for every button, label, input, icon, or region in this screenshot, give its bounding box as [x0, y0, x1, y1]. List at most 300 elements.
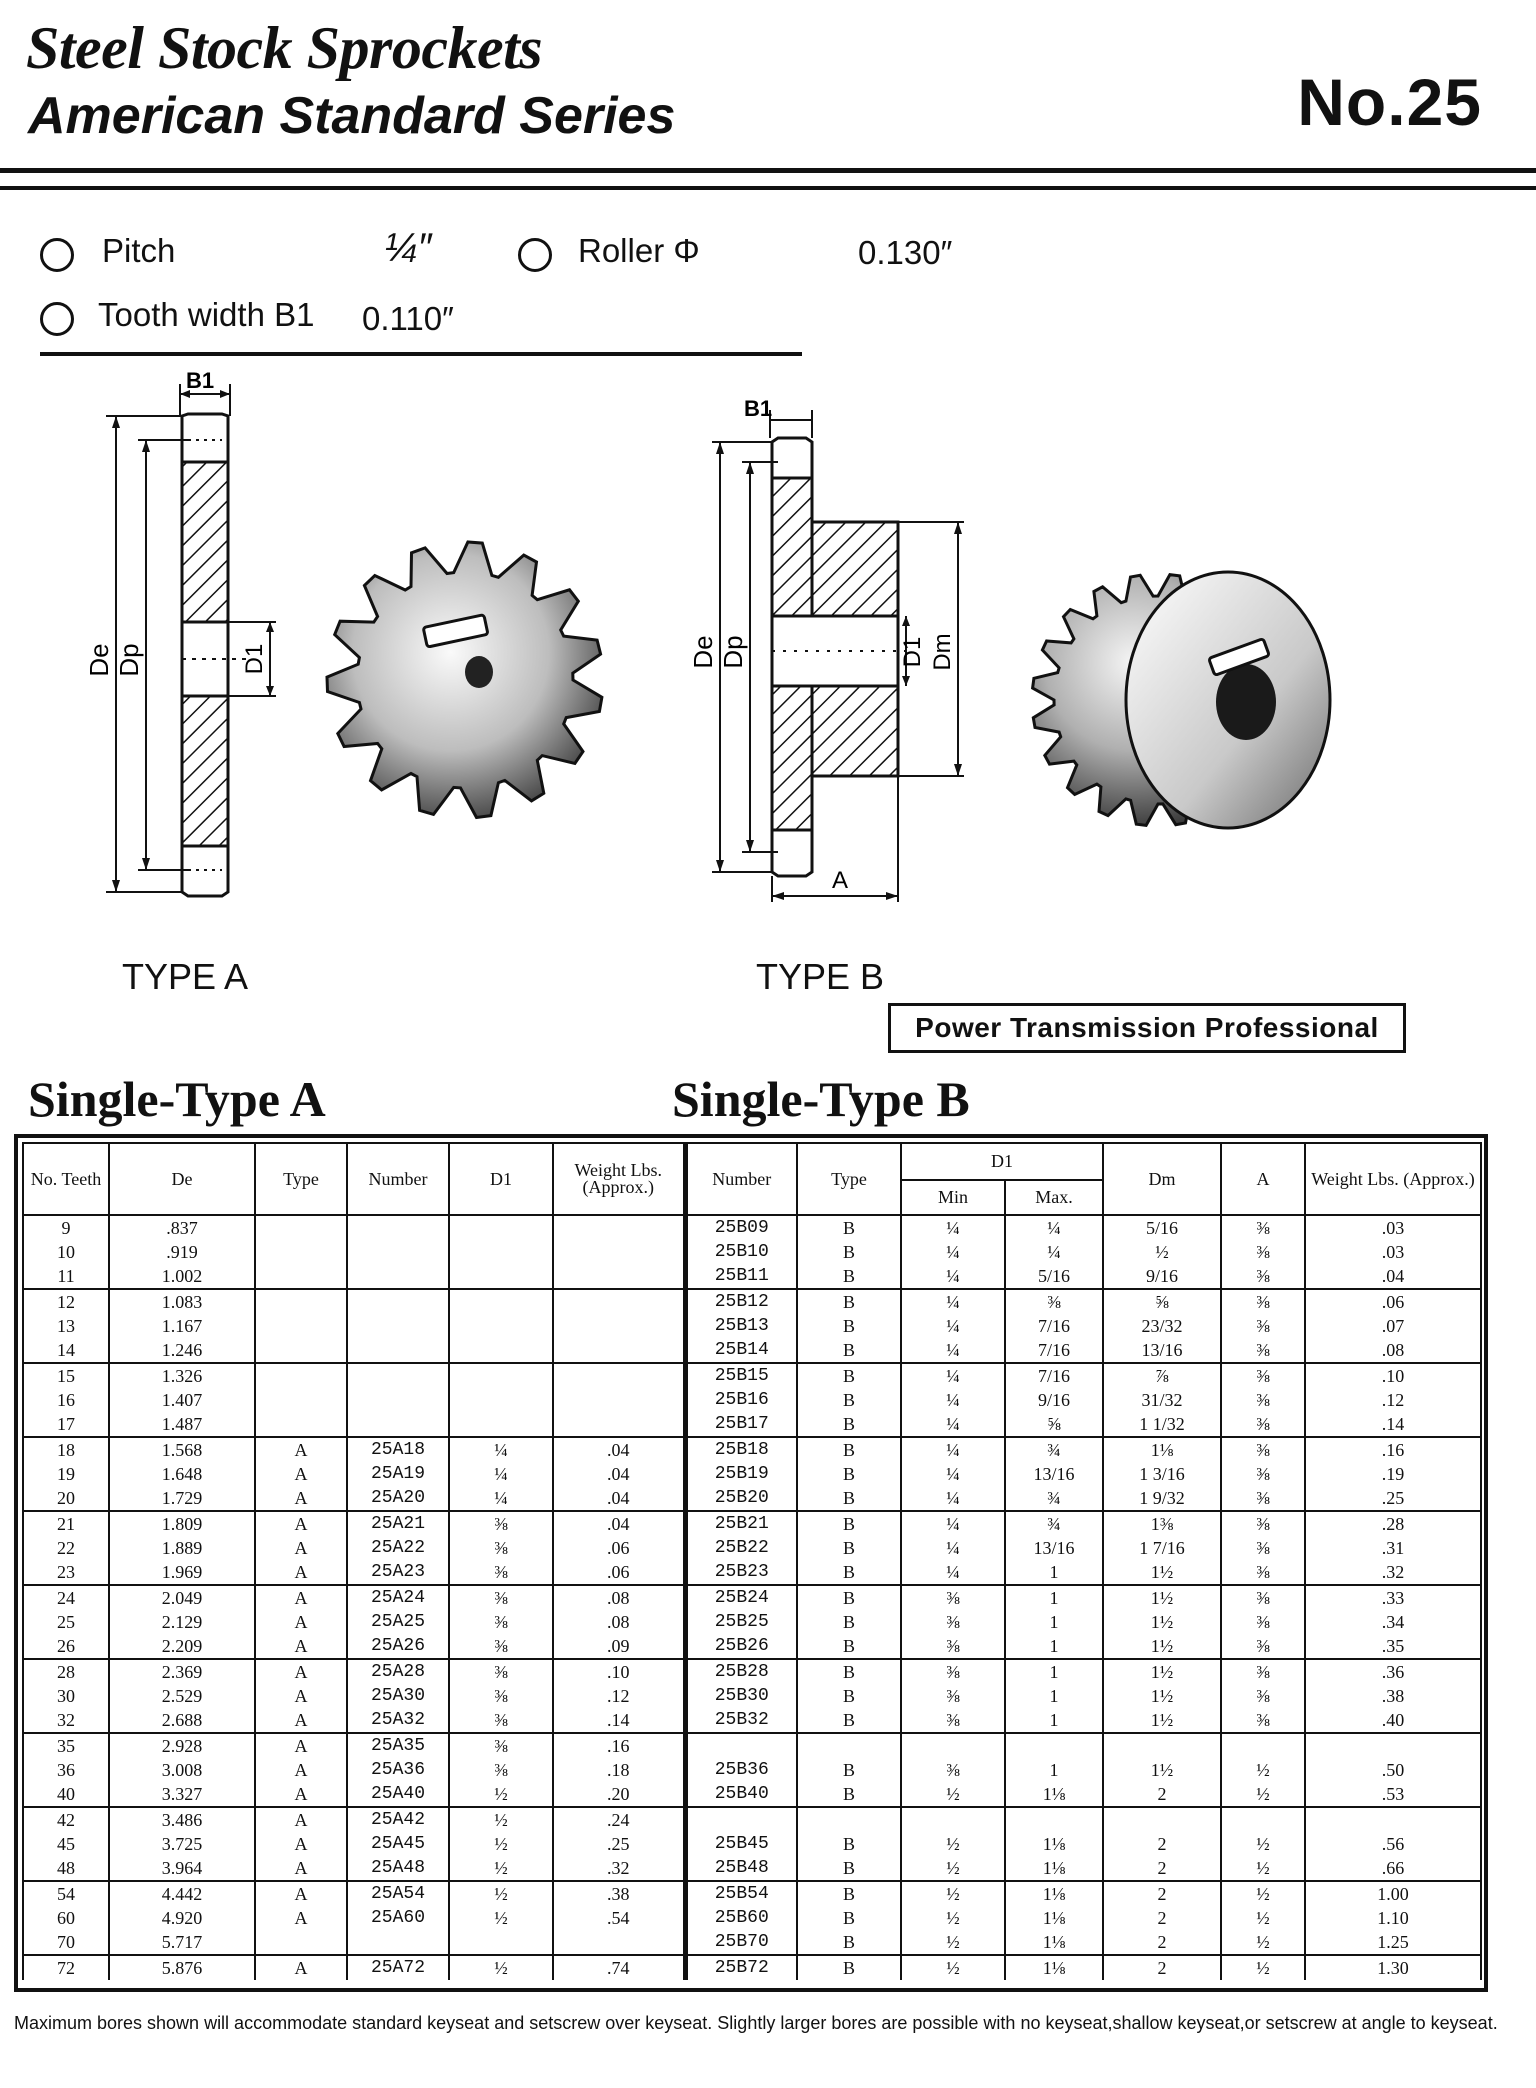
cell-number-b: [685, 1807, 797, 1832]
cell-weight-a: .06: [553, 1560, 685, 1585]
cell-number-b: 25B24: [685, 1585, 797, 1610]
cell-d1-max: 1: [1005, 1659, 1103, 1684]
cell-teeth: 25: [23, 1610, 109, 1634]
cell-d1-max: 1⅛: [1005, 1881, 1103, 1906]
cell-number-b: 25B54: [685, 1881, 797, 1906]
cell-d1-max: 1: [1005, 1708, 1103, 1733]
cell-teeth: 9: [23, 1215, 109, 1240]
cell-a: ⅜: [1221, 1462, 1305, 1486]
cell-type-b: B: [797, 1930, 901, 1955]
roller-value: 0.130″: [858, 234, 953, 271]
tooth-width-label: Tooth width B1: [98, 296, 315, 333]
type-b-sprocket-image: [1028, 520, 1338, 870]
cell-d1-a: [449, 1215, 553, 1240]
cell-d1-a: ¼: [449, 1486, 553, 1511]
pitch-label: Pitch: [102, 232, 176, 269]
cell-de: 3.725: [109, 1832, 255, 1856]
cell-dm: ⅝: [1103, 1289, 1221, 1314]
cell-teeth: 32: [23, 1708, 109, 1733]
cell-de: 1.002: [109, 1264, 255, 1289]
cell-type-b: B: [797, 1856, 901, 1881]
d1-label: D1: [241, 643, 268, 675]
cell-d1-a: ⅜: [449, 1758, 553, 1782]
cell-type-a: A: [255, 1486, 347, 1511]
cell-type-b: B: [797, 1412, 901, 1437]
cell-number-a: 25A30: [347, 1684, 449, 1708]
cell-d1-min: ¼: [901, 1437, 1005, 1462]
cell-a: ⅜: [1221, 1486, 1305, 1511]
cell-weight-b: .33: [1305, 1585, 1481, 1610]
cell-a: ⅜: [1221, 1338, 1305, 1363]
table-row: [23, 1511, 1481, 1536]
a-label: A: [831, 867, 849, 894]
cell-d1-a: [449, 1264, 553, 1289]
d1-label: D1: [899, 636, 926, 668]
cell-dm: 9/16: [1103, 1264, 1221, 1289]
cell-d1-min: ⅜: [901, 1659, 1005, 1684]
cell-dm: 1½: [1103, 1610, 1221, 1634]
dp-label: Dp: [718, 635, 748, 669]
table-row: [23, 1758, 1481, 1782]
cell-de: 1.407: [109, 1388, 255, 1412]
cell-type-a: A: [255, 1955, 347, 1980]
cell-weight-a: [553, 1314, 685, 1338]
cell-type-a: [255, 1264, 347, 1289]
cell-dm: 1 1/32: [1103, 1412, 1221, 1437]
cell-d1-a: [449, 1289, 553, 1314]
cell-teeth: 19: [23, 1462, 109, 1486]
cell-type-b: B: [797, 1955, 901, 1980]
cell-d1-a: [449, 1363, 553, 1388]
cell-teeth: 48: [23, 1856, 109, 1881]
cell-d1-max: ¾: [1005, 1511, 1103, 1536]
sprocket-table-frame: [14, 1134, 1488, 1992]
cell-a: ⅜: [1221, 1412, 1305, 1437]
table-row: [23, 1536, 1481, 1560]
cell-number-a: 25A26: [347, 1634, 449, 1659]
dm-label: Dm: [929, 633, 956, 671]
cell-type-b: B: [797, 1338, 901, 1363]
cell-number-a: [347, 1314, 449, 1338]
cell-type-a: A: [255, 1536, 347, 1560]
cell-number-a: 25A20: [347, 1486, 449, 1511]
cell-de: 2.049: [109, 1585, 255, 1610]
cell-dm: 2: [1103, 1955, 1221, 1980]
cell-type-a: A: [255, 1684, 347, 1708]
cell-d1-a: ⅜: [449, 1733, 553, 1758]
cell-weight-a: .04: [553, 1511, 685, 1536]
cell-dm: 2: [1103, 1832, 1221, 1856]
cell-weight-b: .40: [1305, 1708, 1481, 1733]
cell-number-a: 25A21: [347, 1511, 449, 1536]
cell-weight-a: [553, 1289, 685, 1314]
cell-a: ½: [1221, 1856, 1305, 1881]
col-header-d1-min: Min: [901, 1180, 1005, 1215]
cell-weight-a: .32: [553, 1856, 685, 1881]
cell-a: [1221, 1733, 1305, 1758]
cell-d1-a: ¼: [449, 1437, 553, 1462]
cell-weight-a: .04: [553, 1486, 685, 1511]
cell-number-b: 25B32: [685, 1708, 797, 1733]
cell-type-b: B: [797, 1585, 901, 1610]
cell-d1-max: 7/16: [1005, 1363, 1103, 1388]
cell-a: ½: [1221, 1881, 1305, 1906]
cell-type-b: B: [797, 1536, 901, 1560]
cell-de: 3.008: [109, 1758, 255, 1782]
cell-d1-min: ½: [901, 1930, 1005, 1955]
cell-type-a: A: [255, 1437, 347, 1462]
cell-dm: 1 3/16: [1103, 1462, 1221, 1486]
table-row: [23, 1486, 1481, 1511]
cell-weight-b: .32: [1305, 1560, 1481, 1585]
cell-teeth: 40: [23, 1782, 109, 1807]
cell-number-a: [347, 1240, 449, 1264]
type-a-sprocket-image: [320, 530, 610, 830]
cell-de: 1.083: [109, 1289, 255, 1314]
cell-weight-a: [553, 1363, 685, 1388]
tooth-width-value: 0.110″: [362, 300, 454, 337]
cell-type-b: B: [797, 1240, 901, 1264]
table-row: [23, 1388, 1481, 1412]
cell-d1-min: ¼: [901, 1388, 1005, 1412]
cell-teeth: 30: [23, 1684, 109, 1708]
cell-number-b: 25B15: [685, 1363, 797, 1388]
cell-type-a: A: [255, 1906, 347, 1930]
spec-divider: [40, 352, 802, 356]
cell-weight-b: .35: [1305, 1634, 1481, 1659]
cell-weight-b: .06: [1305, 1289, 1481, 1314]
table-row: [23, 1610, 1481, 1634]
cell-teeth: 15: [23, 1363, 109, 1388]
table-row: [23, 1930, 1481, 1955]
cell-type-a: [255, 1289, 347, 1314]
cell-d1-max: 1⅛: [1005, 1856, 1103, 1881]
table-row: [23, 1906, 1481, 1930]
cell-teeth: 45: [23, 1832, 109, 1856]
cell-d1-max: 7/16: [1005, 1338, 1103, 1363]
cell-number-a: 25A42: [347, 1807, 449, 1832]
cell-teeth: 10: [23, 1240, 109, 1264]
table-row: [23, 1856, 1481, 1881]
page-subtitle: American Standard Series: [28, 87, 676, 145]
cell-number-b: 25B12: [685, 1289, 797, 1314]
cell-type-b: B: [797, 1758, 901, 1782]
cell-de: 2.129: [109, 1610, 255, 1634]
cell-a: ⅜: [1221, 1634, 1305, 1659]
cell-weight-b: 1.10: [1305, 1906, 1481, 1930]
cell-type-a: [255, 1388, 347, 1412]
col-header-d1-b: D1: [901, 1143, 1103, 1180]
cell-dm: [1103, 1733, 1221, 1758]
cell-a: ⅜: [1221, 1536, 1305, 1560]
table-row: [23, 1338, 1481, 1363]
cell-weight-b: .25: [1305, 1486, 1481, 1511]
table-row: [23, 1708, 1481, 1733]
cell-teeth: 24: [23, 1585, 109, 1610]
cell-weight-b: [1305, 1733, 1481, 1758]
cell-d1-max: 1: [1005, 1610, 1103, 1634]
cell-a: ⅜: [1221, 1659, 1305, 1684]
cell-a: ⅜: [1221, 1388, 1305, 1412]
cell-weight-a: .74: [553, 1955, 685, 1980]
cell-d1-min: ⅜: [901, 1684, 1005, 1708]
cell-d1-a: ½: [449, 1906, 553, 1930]
table-row: [23, 1314, 1481, 1338]
cell-d1-max: 1: [1005, 1560, 1103, 1585]
cell-number-a: 25A24: [347, 1585, 449, 1610]
cell-dm: 1⅛: [1103, 1437, 1221, 1462]
cell-weight-b: .28: [1305, 1511, 1481, 1536]
cell-weight-b: .12: [1305, 1388, 1481, 1412]
cell-number-b: 25B72: [685, 1955, 797, 1980]
series-number: No.25: [1297, 65, 1482, 139]
cell-type-b: B: [797, 1314, 901, 1338]
cell-weight-a: .18: [553, 1758, 685, 1782]
cell-number-b: 25B70: [685, 1930, 797, 1955]
cell-dm: 23/32: [1103, 1314, 1221, 1338]
cell-de: 1.648: [109, 1462, 255, 1486]
table-row: [23, 1240, 1481, 1264]
de-label: De: [84, 643, 114, 677]
cell-d1-min: ⅜: [901, 1708, 1005, 1733]
cell-de: 3.964: [109, 1856, 255, 1881]
cell-a: ½: [1221, 1782, 1305, 1807]
cell-weight-b: 1.00: [1305, 1881, 1481, 1906]
cell-type-a: A: [255, 1634, 347, 1659]
col-header-weight-b: Weight Lbs. (Approx.): [1305, 1143, 1481, 1215]
cell-number-a: 25A40: [347, 1782, 449, 1807]
table-row: [23, 1955, 1481, 1980]
cell-de: 1.326: [109, 1363, 255, 1388]
col-header-number-b: Number: [685, 1143, 797, 1215]
table-row: [23, 1634, 1481, 1659]
cell-type-b: B: [797, 1708, 901, 1733]
cell-teeth: 11: [23, 1264, 109, 1289]
cell-d1-a: ½: [449, 1782, 553, 1807]
cell-type-b: B: [797, 1634, 901, 1659]
cell-number-b: 25B09: [685, 1215, 797, 1240]
cell-d1-min: ½: [901, 1856, 1005, 1881]
cell-weight-a: .14: [553, 1708, 685, 1733]
cell-d1-max: 13/16: [1005, 1462, 1103, 1486]
table-header-row: [23, 1143, 1481, 1180]
roller-label: Roller Φ: [578, 232, 700, 269]
cell-teeth: 16: [23, 1388, 109, 1412]
cell-type-a: A: [255, 1462, 347, 1486]
cell-weight-a: .25: [553, 1832, 685, 1856]
cell-d1-max: 5/16: [1005, 1264, 1103, 1289]
cell-type-a: A: [255, 1733, 347, 1758]
cell-type-a: A: [255, 1610, 347, 1634]
col-header-type-b: Type: [797, 1143, 901, 1215]
cell-dm: ⅞: [1103, 1363, 1221, 1388]
table-row: [23, 1363, 1481, 1388]
cell-a: ⅜: [1221, 1684, 1305, 1708]
cell-teeth: 60: [23, 1906, 109, 1930]
cell-teeth: 72: [23, 1955, 109, 1980]
cell-d1-a: ⅜: [449, 1536, 553, 1560]
cell-d1-min: ¼: [901, 1560, 1005, 1585]
cell-weight-b: .50: [1305, 1758, 1481, 1782]
cell-dm: 1½: [1103, 1560, 1221, 1585]
cell-type-b: B: [797, 1511, 901, 1536]
cell-number-a: 25A48: [347, 1856, 449, 1881]
cell-d1-min: ⅜: [901, 1634, 1005, 1659]
cell-number-b: 25B28: [685, 1659, 797, 1684]
cell-type-b: B: [797, 1289, 901, 1314]
cell-de: 2.369: [109, 1659, 255, 1684]
cell-de: .837: [109, 1215, 255, 1240]
cell-weight-a: [553, 1930, 685, 1955]
cell-number-b: 25B18: [685, 1437, 797, 1462]
cell-number-a: [347, 1264, 449, 1289]
cell-weight-a: [553, 1215, 685, 1240]
cell-de: 5.717: [109, 1930, 255, 1955]
brand-badge: Power Transmission Professional: [888, 1003, 1406, 1053]
cell-number-b: 25B19: [685, 1462, 797, 1486]
cell-a: ⅜: [1221, 1437, 1305, 1462]
cell-d1-a: ½: [449, 1807, 553, 1832]
cell-number-b: 25B11: [685, 1264, 797, 1289]
table-row: [23, 1412, 1481, 1437]
type-b-caption: TYPE B: [756, 956, 885, 997]
cell-teeth: 70: [23, 1930, 109, 1955]
cell-d1-a: ⅜: [449, 1634, 553, 1659]
cell-number-a: 25A54: [347, 1881, 449, 1906]
cell-type-b: [797, 1733, 901, 1758]
cell-type-b: B: [797, 1832, 901, 1856]
cell-type-a: A: [255, 1832, 347, 1856]
cell-a: ⅜: [1221, 1264, 1305, 1289]
cell-type-a: A: [255, 1758, 347, 1782]
cell-d1-min: ¼: [901, 1314, 1005, 1338]
cell-number-b: [685, 1733, 797, 1758]
cell-number-b: 25B21: [685, 1511, 797, 1536]
cell-a: ⅜: [1221, 1708, 1305, 1733]
cell-de: .919: [109, 1240, 255, 1264]
table-row: [23, 1462, 1481, 1486]
cell-d1-max: 7/16: [1005, 1314, 1103, 1338]
cell-type-a: [255, 1338, 347, 1363]
cell-number-b: 25B10: [685, 1240, 797, 1264]
cell-type-b: B: [797, 1437, 901, 1462]
cell-weight-a: .06: [553, 1536, 685, 1560]
table-row: [23, 1289, 1481, 1314]
cell-d1-a: ⅜: [449, 1511, 553, 1536]
cell-dm: 2: [1103, 1906, 1221, 1930]
cell-number-b: 25B60: [685, 1906, 797, 1930]
cell-weight-a: .54: [553, 1906, 685, 1930]
page-title: Steel Stock Sprockets: [26, 15, 543, 81]
dp-label: Dp: [114, 643, 144, 677]
cell-teeth: 36: [23, 1758, 109, 1782]
cell-dm: 2: [1103, 1856, 1221, 1881]
cell-type-b: [797, 1807, 901, 1832]
cell-number-b: 25B30: [685, 1684, 797, 1708]
cell-dm: 2: [1103, 1930, 1221, 1955]
cell-teeth: 17: [23, 1412, 109, 1437]
cell-weight-b: .56: [1305, 1832, 1481, 1856]
cell-de: 1.729: [109, 1486, 255, 1511]
cell-type-b: B: [797, 1363, 901, 1388]
table-row: [23, 1881, 1481, 1906]
cell-d1-a: [449, 1412, 553, 1437]
cell-de: 4.442: [109, 1881, 255, 1906]
col-header-d1-a: D1: [449, 1143, 553, 1215]
cell-a: ⅜: [1221, 1215, 1305, 1240]
cell-d1-max: 1⅛: [1005, 1832, 1103, 1856]
table-row: [23, 1807, 1481, 1832]
cell-d1-max: ¼: [1005, 1240, 1103, 1264]
cell-weight-a: .12: [553, 1684, 685, 1708]
cell-number-a: 25A18: [347, 1437, 449, 1462]
cell-weight-a: .16: [553, 1733, 685, 1758]
cell-weight-b: .03: [1305, 1215, 1481, 1240]
sprocket-spec-table: [22, 1142, 1482, 1980]
cell-dm: 1½: [1103, 1634, 1221, 1659]
cell-dm: 1 9/32: [1103, 1486, 1221, 1511]
cell-weight-a: .24: [553, 1807, 685, 1832]
b1-label: B1: [744, 396, 773, 421]
cell-d1-a: ⅜: [449, 1585, 553, 1610]
table-row: [23, 1560, 1481, 1585]
cell-dm: 5/16: [1103, 1215, 1221, 1240]
cell-d1-max: 9/16: [1005, 1388, 1103, 1412]
cell-d1-a: [449, 1388, 553, 1412]
cell-type-b: B: [797, 1486, 901, 1511]
cell-type-a: [255, 1240, 347, 1264]
cell-d1-min: ¼: [901, 1363, 1005, 1388]
cell-de: 2.209: [109, 1634, 255, 1659]
cell-a: ½: [1221, 1758, 1305, 1782]
cell-de: 4.920: [109, 1906, 255, 1930]
cell-a: ½: [1221, 1930, 1305, 1955]
cell-teeth: 35: [23, 1733, 109, 1758]
cell-teeth: 18: [23, 1437, 109, 1462]
col-header-type-a: Type: [255, 1143, 347, 1215]
cell-type-a: A: [255, 1511, 347, 1536]
cell-number-a: 25A32: [347, 1708, 449, 1733]
cell-d1-max: 1: [1005, 1585, 1103, 1610]
cell-a: ⅜: [1221, 1560, 1305, 1585]
cell-type-a: A: [255, 1807, 347, 1832]
cell-de: 1.809: [109, 1511, 255, 1536]
cell-number-a: [347, 1289, 449, 1314]
table-row: [23, 1437, 1481, 1462]
cell-d1-max: ¾: [1005, 1437, 1103, 1462]
cell-de: 1.246: [109, 1338, 255, 1363]
cell-number-a: 25A35: [347, 1733, 449, 1758]
cell-d1-max: ¾: [1005, 1486, 1103, 1511]
cell-type-a: [255, 1412, 347, 1437]
cell-dm: 2: [1103, 1881, 1221, 1906]
cell-weight-a: .08: [553, 1585, 685, 1610]
cell-d1-a: ⅜: [449, 1684, 553, 1708]
footnote: Maximum bores shown will accommodate standard keyseat and setscrew over keyseat. Slightly larger bores are possible with no keyseat,shallow keyseat,or setscrew at angle to keyseat.: [14, 2013, 1498, 2033]
cell-d1-min: ¼: [901, 1462, 1005, 1486]
cell-d1-max: 1: [1005, 1758, 1103, 1782]
section-heading-type-a: Single-Type A: [28, 1071, 326, 1127]
cell-type-b: B: [797, 1684, 901, 1708]
cell-number-b: 25B23: [685, 1560, 797, 1585]
cell-teeth: 22: [23, 1536, 109, 1560]
cell-number-b: 25B40: [685, 1782, 797, 1807]
cell-dm: 1 7/16: [1103, 1536, 1221, 1560]
cell-de: 1.487: [109, 1412, 255, 1437]
cell-de: 1.889: [109, 1536, 255, 1560]
cell-dm: 1½: [1103, 1708, 1221, 1733]
cell-type-a: A: [255, 1708, 347, 1733]
